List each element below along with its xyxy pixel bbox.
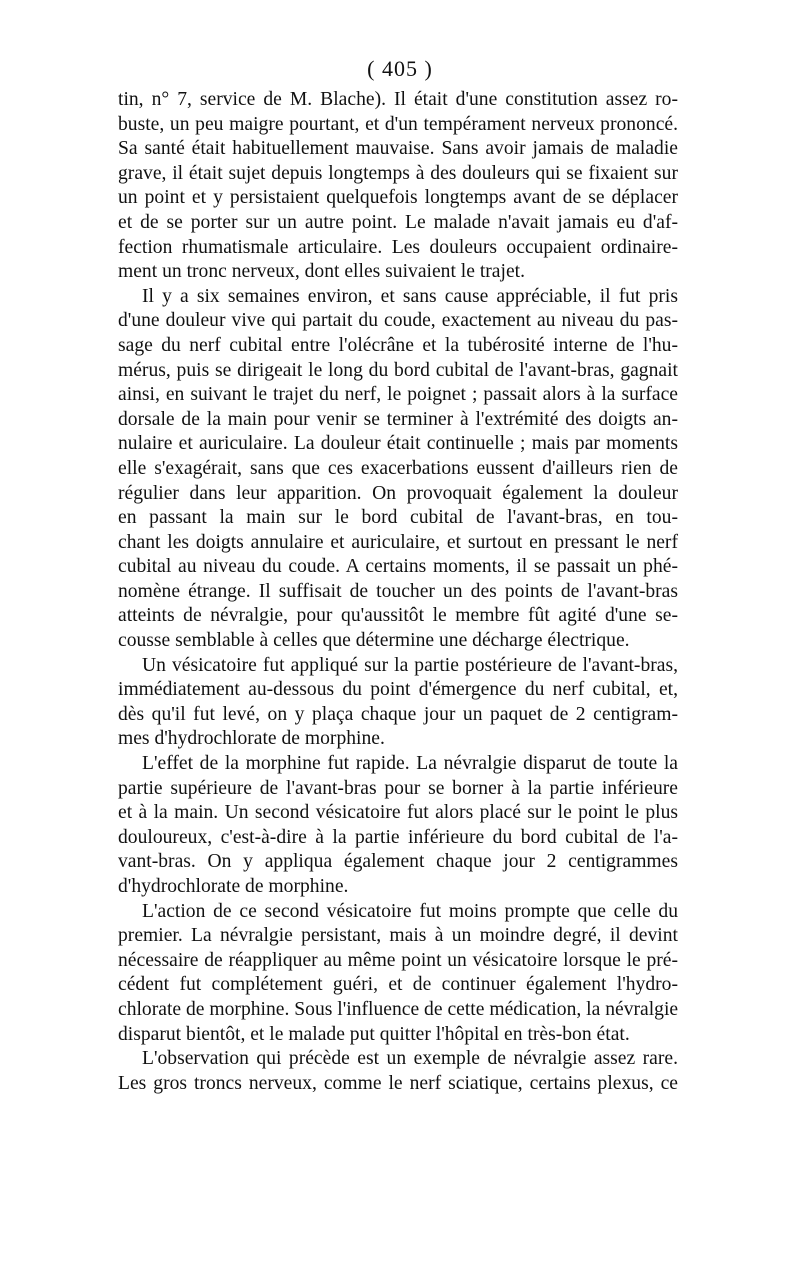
text-line: Les gros troncs nerveux, comme le nerf sciatique, certains plexus, ce bbox=[118, 1072, 678, 1094]
text-line: grave, il était sujet depuis longtemps à des douleurs qui se fixaient sur bbox=[118, 162, 678, 184]
text-line: et à la main. Un second vésicatoire fut alors placé sur le point le plus bbox=[118, 802, 678, 824]
text-line: mérus, puis se dirigeait le long du bord cubital de l'avant-bras, gagnait bbox=[118, 359, 678, 381]
text-line: fection rhumatismale articulaire. Les douleurs occupaient ordinaire- bbox=[118, 236, 678, 258]
text-line: ment un tronc nerveux, dont elles suivaient le trajet. bbox=[118, 261, 525, 283]
text-line: nécessaire de réappliquer au même point un vésicatoire lorsque le pré- bbox=[118, 949, 678, 971]
text-line: mes d'hydrochlorate de morphine. bbox=[118, 728, 385, 750]
text-line: buste, un peu maigre pourtant, et d'un tempérament nerveux prononcé. bbox=[118, 113, 678, 135]
text-line: tin, n° 7, service de M. Blache). Il était d'une constitution assez ro- bbox=[118, 89, 678, 110]
text-line: un point et y persistaient quelquefois longtemps avant de se déplacer bbox=[118, 187, 678, 209]
text-line: atteints de névralgie, pour qu'aussitôt le membre fût agité d'une se- bbox=[118, 605, 678, 627]
text-line: sage du nerf cubital entre l'olécrâne et la tubérosité interne de l'hu- bbox=[118, 334, 678, 356]
text-line: dorsale de la main pour venir se terminer à l'extrémité des doigts an- bbox=[118, 408, 678, 430]
text-line: premier. La névralgie persistant, mais à un moindre degré, il devint bbox=[118, 925, 678, 947]
text-line: L'effet de la morphine fut rapide. La névralgie disparut de toute la bbox=[142, 753, 678, 775]
text-line: elle s'exagérait, sans que ces exacerbations eussent d'ailleurs rien de bbox=[118, 457, 678, 479]
text-line: Sa santé était habituellement mauvaise. Sans avoir jamais de maladie bbox=[118, 138, 678, 160]
text-line: dès qu'il fut levé, on y plaça chaque jour un paquet de 2 centigram- bbox=[118, 703, 678, 725]
text-line: nomène étrange. Il suffisait de toucher un des points de l'avant-bras bbox=[118, 580, 678, 602]
text-line: cubital au niveau du coude. A certains moments, il se passait un phé- bbox=[118, 556, 678, 578]
text-line: L'observation qui précède est un exemple de névralgie assez rare. bbox=[142, 1048, 678, 1070]
page-number: ( 405 ) bbox=[367, 56, 433, 81]
text-line: régulier dans leur apparition. On provoquait également la douleur bbox=[118, 482, 678, 504]
text-line: en passant la main sur le bord cubital de l'avant-bras, en tou- bbox=[118, 507, 678, 529]
text-line: et de se porter sur un autre point. Le malade n'avait jamais eu d'af- bbox=[118, 211, 678, 233]
text-line: Il y a six semaines environ, et sans cause appréciable, il fut pris bbox=[142, 285, 678, 307]
text-line: ainsi, en suivant le trajet du nerf, le poignet ; passait alors à la surface bbox=[118, 384, 678, 406]
text-line: immédiatement au-dessous du point d'émergence du nerf cubital, et, bbox=[118, 679, 678, 701]
text-line: partie supérieure de l'avant-bras pour se borner à la partie inférieure bbox=[118, 777, 678, 799]
text-line: disparut bientôt, et le malade put quitter l'hôpital en très-bon état. bbox=[118, 1023, 630, 1045]
text-line: d'hydrochlorate de morphine. bbox=[118, 876, 349, 897]
body-text bbox=[118, 88, 678, 1096]
text-line: Un vésicatoire fut appliqué sur la partie postérieure de l'avant-bras, bbox=[142, 654, 678, 676]
text-line: nulaire et auriculaire. La douleur était continuelle ; mais par moments bbox=[118, 433, 678, 455]
text-line: cousse semblable à celles que détermine une décharge électrique. bbox=[118, 630, 630, 652]
text-line: douloureux, c'est-à-dire à la partie inférieure du bord cubital de l'a- bbox=[118, 826, 678, 848]
text-line: chant les doigts annulaire et auriculaire, et surtout en pressant le nerf bbox=[118, 531, 678, 553]
text-line: chlorate de morphine. Sous l'influence de cette médication, la névralgie bbox=[118, 998, 679, 1020]
text-line: vant-bras. On y appliqua également chaque jour 2 centigrammes bbox=[118, 851, 678, 873]
text-line: d'une douleur vive qui partait du coude, exactement au niveau du pas- bbox=[118, 310, 678, 332]
text-line: cédent fut complétement guéri, et de continuer également l'hydro- bbox=[118, 974, 678, 996]
text-line: L'action de ce second vésicatoire fut moins prompte que celle du bbox=[142, 900, 678, 922]
